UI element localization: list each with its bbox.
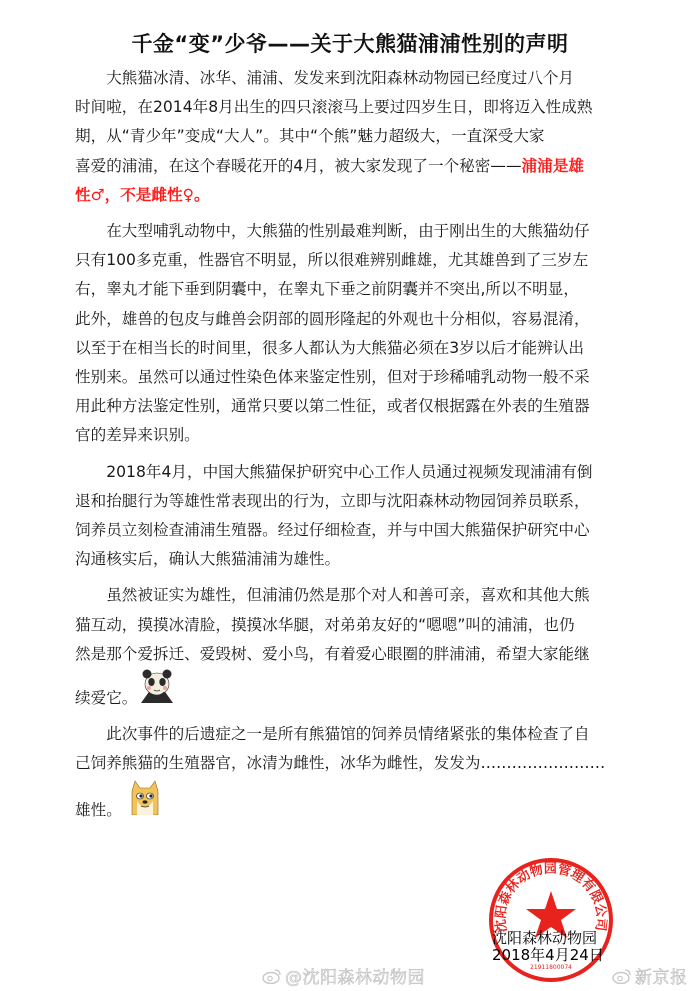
text-line: 在大型哺乳动物中，大熊猫的性别最难判断，由于刚出生的大熊猫幼仔 (106, 222, 590, 241)
text-line: 大熊猫冰清、冰华、浦浦、发发来到沈阳森林动物园已经度过八个月 (106, 69, 575, 87)
seal-number: 21911800074 (530, 964, 572, 971)
text-line: 沟通核实后，确认大熊猫浦浦为雄性。 (75, 550, 341, 569)
watermark-right (612, 963, 688, 989)
text-line: 只有100多克重，性器官不明显，所以很难辨别雌雄，尤其雄兽到了三岁左 (75, 251, 589, 270)
text-line: 性别来。虽然可以通过性染色体来鉴定性别，但对于珍稀哺乳动物一般不采 (75, 368, 590, 387)
paragraph-5 (75, 720, 615, 825)
text-line: 右，睾丸才能下垂到阴囊中，在睾丸下垂之前阴囊并不突出,所以不明显， (75, 280, 579, 299)
text-line (75, 779, 615, 825)
doge-sticker-icon (128, 779, 162, 825)
text-line: 官的差异来识别。 (75, 426, 200, 445)
text-line: 2018年4月，中国大熊猫保护研究中心工作人员通过视频发现浦浦有倒 (106, 462, 593, 481)
paragraph-3 (75, 458, 615, 575)
paragraph-2 (75, 217, 615, 451)
text-line: 猫互动，摸摸冰清脸，摸摸冰华腿，对弟弟友好的“嗯嗯”叫的浦浦，也仍 (75, 615, 575, 634)
text-segment: 雄性。 (75, 800, 122, 819)
paragraph-1 (75, 64, 615, 210)
signature-date: 2018年4月24日 (492, 946, 604, 964)
text-line: 以至于在相当长的时间里，很多人都认为大熊猫必须在3岁以后才能辨认出 (75, 338, 584, 357)
panda-sticker-icon (137, 669, 177, 713)
text-line: 此次事件的后遗症之一是所有熊猫馆的饲养员情绪紧张的集体检查了自 (106, 725, 590, 744)
watermark-left-text: @沈阳森林动物园 (285, 968, 425, 988)
seal-ring-text: 沈阳森林动物园管理有限公司 (493, 861, 609, 934)
signature-block (492, 930, 622, 964)
official-seal (488, 857, 614, 983)
text-line: 己饲养熊猫的生殖器官，冰清为雌性，冰华为雌性，发发为…………………… (75, 754, 606, 773)
document-body (75, 64, 615, 832)
text-line: 退和抬腿行为等雄性常表现出的行为，立即与沈阳森林动物园饲养员联系， (75, 491, 590, 510)
watermark-left (262, 963, 425, 989)
text-line: 饲养员立刻检查浦浦生殖器。经过仔细检查，并与中国大熊猫保护研究中心 (75, 521, 590, 540)
paragraph-4 (75, 581, 615, 713)
text-line (75, 669, 615, 713)
text-line: 此外，雄兽的包皮与雌兽会阴部的圆形隆起的外观也十分相似，容易混淆， (75, 309, 590, 328)
highlight-text: 性♂，不是雌性♀。 (75, 185, 210, 204)
watermark-right-text: 新京报 (635, 968, 688, 988)
highlight-text: 浦浦是雄 (521, 156, 584, 175)
document-title: 千金“变”少爷——关于大熊猫浦浦性别的声明 (131, 32, 569, 56)
text-line: 虽然被证实为雄性，但浦浦仍然是那个对人和善可亲，喜欢和其他大熊 (106, 586, 590, 605)
weibo-icon (612, 968, 632, 989)
text-line: 期，从“青少年”变成“大人”。其中“个熊”魅力超级大，一直深受大家 (75, 127, 545, 146)
text-line (75, 152, 615, 181)
text-line: 然是那个爱拆迁、爱毁树、爱小鸟，有着爱心眼圈的胖浦浦，希望大家能继 (75, 644, 590, 663)
weibo-icon (262, 968, 282, 989)
text-segment: 续爱它。 (75, 689, 138, 708)
signature-organization: 沈阳森林动物园 (492, 929, 598, 947)
text-segment: 喜爱的浦浦，在这个春暖花开的4月，被大家发现了一个秘密—— (75, 156, 522, 175)
text-line: 时间啦，在2014年8月出生的四只滚滚马上要过四岁生日，即将迈入性成熟 (75, 98, 593, 117)
text-line: 用此种方法鉴定性别，通常只要以第二性征，或者仅根据露在外表的生殖器 (75, 397, 590, 416)
